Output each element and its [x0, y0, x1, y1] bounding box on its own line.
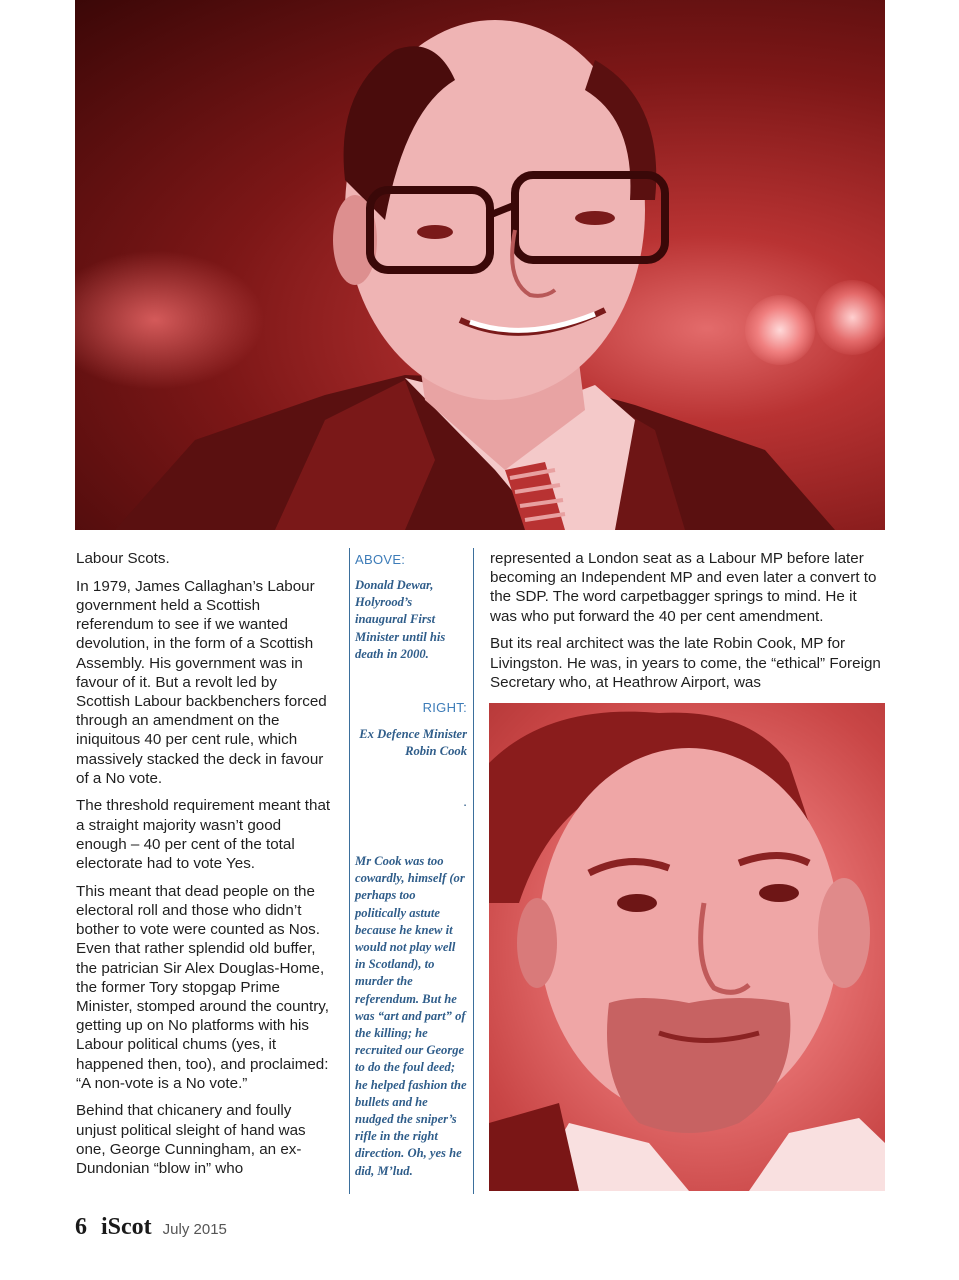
caption-label-right: RIGHT: [422, 700, 467, 715]
paragraph: In 1979, James Callaghan’s Labour government held a Scottish referendum to see if we wanted devolution, in the form of a Scottish Assembly. His government was in favour of it. But a revolt led by Scottish Labour backbenchers forced through an amendment on the iniquitous 40 per cent rule, which massively stacked the deck in favour of a No vote. [76, 577, 327, 787]
article-right-column [490, 549, 886, 700]
caption-right-text: Ex Defence Minister Robin Cook [359, 727, 467, 759]
paragraph: represented a London seat as a Labour MP before later becoming an Independent MP and even later a convert to the SDP. The word carpetbagger springs to mind. He it was who put forward the 40 per cent amendment. [490, 550, 877, 625]
article-left-column [76, 549, 334, 1187]
brand-logo: iScot [101, 1214, 152, 1240]
pull-quote: Mr Cook was too cowardly, himself (or perhaps too politically astute because he knew it would not play well in Scotland), to murder the referendum. But he was “art and part” of the killing; he recruited our George to do the foul deed; he helped fashion the bullets and he nudged the sniper’s rifle in the right direction. Oh, yes he did, M’lud. [355, 854, 467, 1178]
caption-above-text: Donald Dewar, Holyrood’s inaugural First Minister until his death in 2000. [355, 578, 446, 661]
caption-dot: . [463, 793, 467, 809]
paragraph: The threshold requirement meant that a straight majority wasn’t good enough – 40 per cent of the total electorate had to vote Yes. [76, 797, 331, 873]
photo-donald-dewar [75, 0, 885, 530]
caption-divider-right [473, 548, 474, 1194]
paragraph: But its real architect was the late Robin Cook, MP for Livingston. He was, in years to come, the “ethical” Foreign Secretary who, at Heathrow Airport, was [490, 635, 881, 691]
portrait-figure [75, 0, 885, 530]
paragraph: Labour Scots. [76, 550, 170, 567]
caption-divider-left [349, 548, 350, 1194]
paragraph: Behind that chicanery and foully unjust political sleight of hand was one, George Cunningham, an ex-Dundonian “blow in” who [76, 1102, 306, 1178]
photo-robin-cook [489, 703, 885, 1191]
portrait-figure [489, 703, 885, 1191]
paragraph: This meant that dead people on the electoral roll and those who didn’t bother to vote were counted as Nos. Even that rather splendid old buffer, the patrician Sir Alex Douglas-Home, the former Tory stopgap Prime Minister, stomped around the country, getting up on No platforms with his Labour political chums (yes, it happened then, too), and proclaimed: “A non-vote is a No vote.” [76, 882, 329, 1092]
issue-date: July 2015 [162, 1221, 227, 1238]
page-footer [75, 1214, 227, 1244]
caption-label-above: ABOVE: [355, 552, 406, 567]
page-number: 6 [75, 1214, 87, 1240]
